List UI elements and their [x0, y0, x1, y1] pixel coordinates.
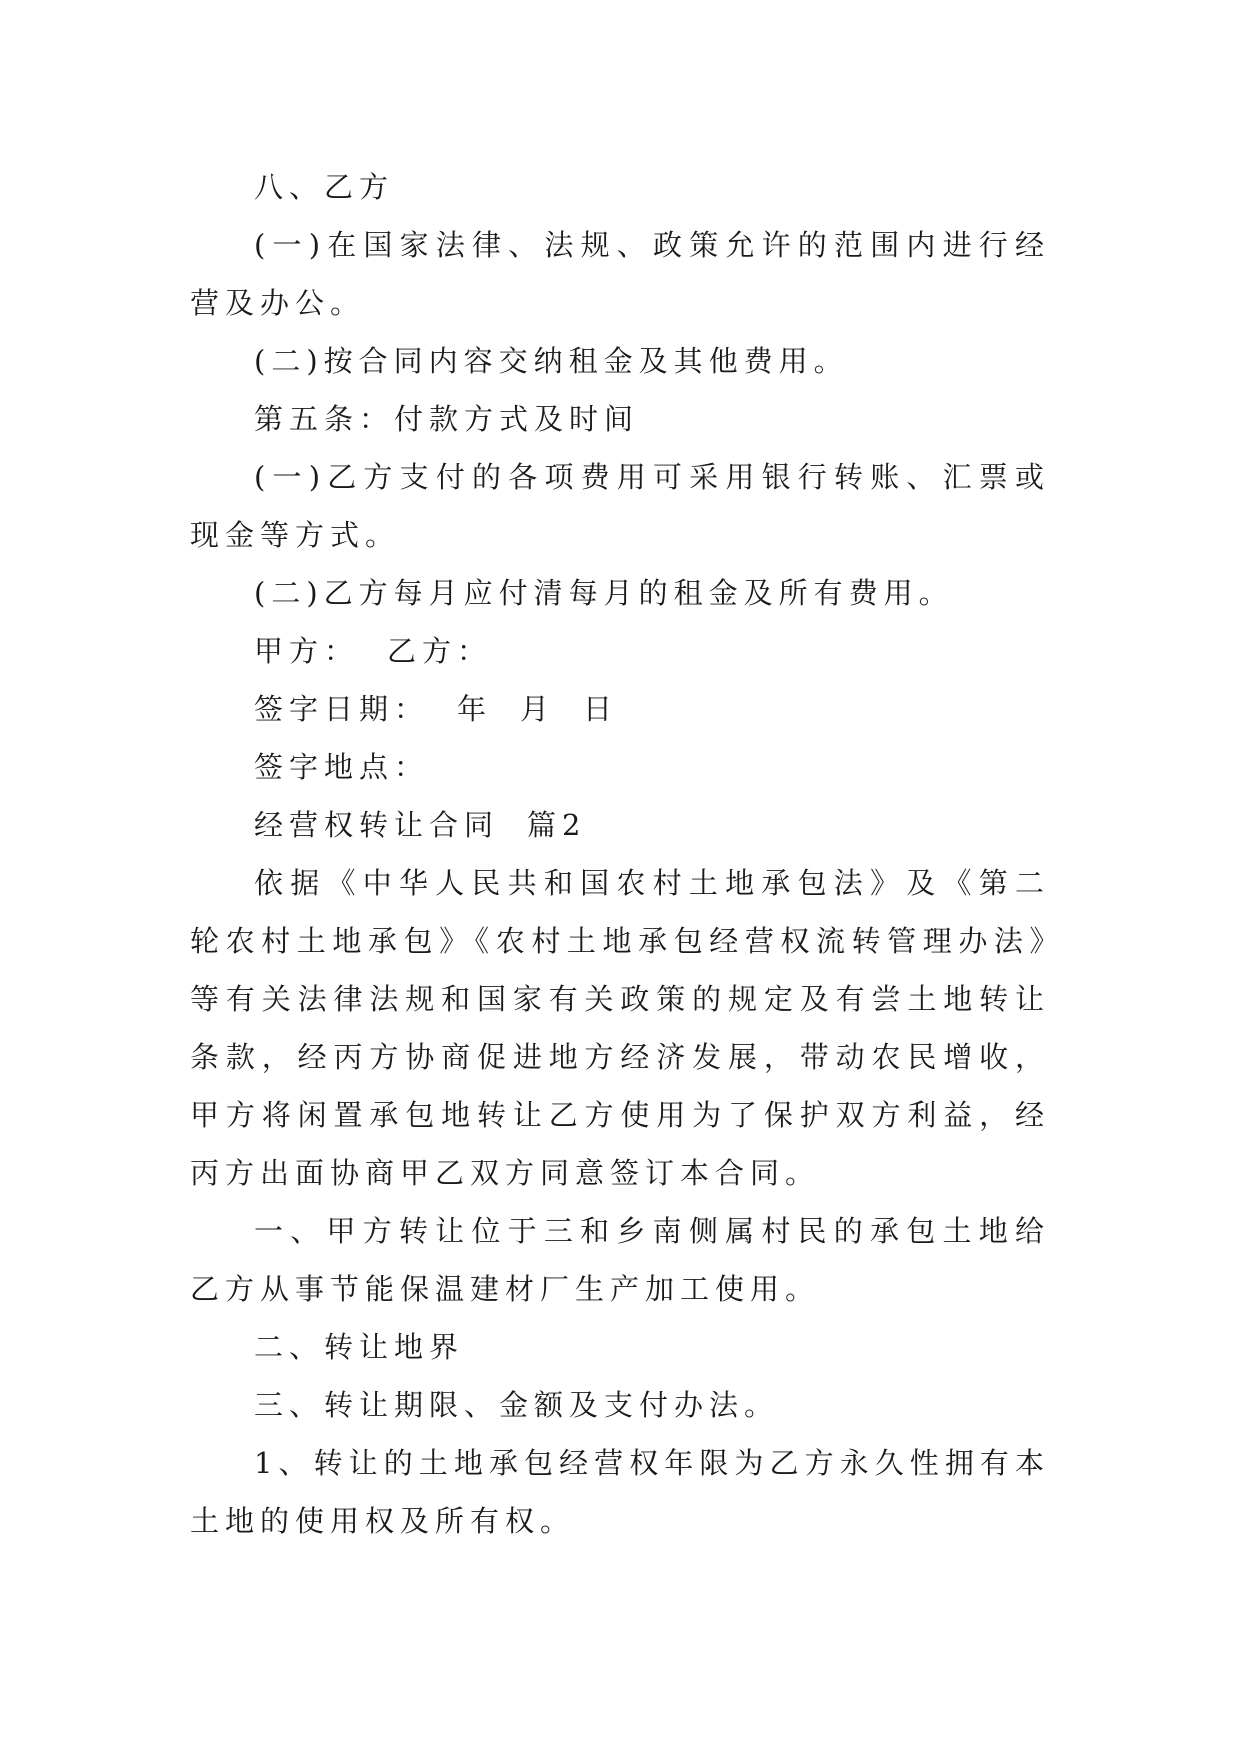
signature-place-line: 签字地点：: [254, 750, 430, 784]
paragraph-payment-item-2: (二)乙方每月应付清每月的租金及所有费用。: [254, 576, 954, 610]
paragraph-party-b-heading: 八、乙方: [254, 170, 395, 204]
paragraph-clause-3: 三、转让期限、金额及支付办法。: [254, 1388, 780, 1422]
paragraph-payment-item-1: (一)乙方支付的各项费用可采用银行转账、汇票或现金等方式。: [190, 460, 1050, 552]
section-title-text: 经营权转让合同: [254, 808, 500, 842]
sign-date-month: 月: [520, 692, 556, 726]
sign-date-day: 日: [583, 692, 619, 726]
document-body: [190, 158, 1050, 1550]
signature-date-line: [190, 680, 1050, 738]
party-a-label: 甲方：: [254, 634, 360, 668]
paragraph-party-b-item-2: (二)按合同内容交纳租金及其他费用。: [254, 344, 849, 378]
sign-date-year: 年: [457, 692, 493, 726]
section-number: 篇2: [527, 808, 587, 842]
paragraph-preamble: 依据《中华人民共和国农村土地承包法》及《第二轮农村土地承包》《农村土地承包经营权流转管理办法》等有关法律法规和国家有关政策的规定及有尝土地转让条款，经丙方协商促进地方经济发展，带动农民增收，甲方将闲置承包地转让乙方使用为了保护双方利益，经丙方出面协商甲乙双方同意签订本合同。: [190, 866, 1050, 1190]
paragraph-party-b-item-1: (一)在国家法律、法规、政策允许的范围内进行经营及办公。: [190, 228, 1050, 320]
signature-parties-line: [190, 622, 1050, 680]
sign-date-label: 签字日期：: [254, 692, 430, 726]
party-b-label: 乙方：: [387, 634, 493, 668]
paragraph-clause-2: 二、转让地界: [254, 1330, 465, 1364]
paragraph-clause-3-item-1: 1、转让的土地承包经营权年限为乙方永久性拥有本土地的使用权及所有权。: [190, 1446, 1050, 1538]
paragraph-clause-1: 一、甲方转让位于三和乡南侧属村民的承包土地给乙方从事节能保温建材厂生产加工使用。: [190, 1214, 1050, 1306]
paragraph-article-5-heading: 第五条：付款方式及时间: [254, 402, 640, 436]
section-title: [190, 796, 1050, 854]
